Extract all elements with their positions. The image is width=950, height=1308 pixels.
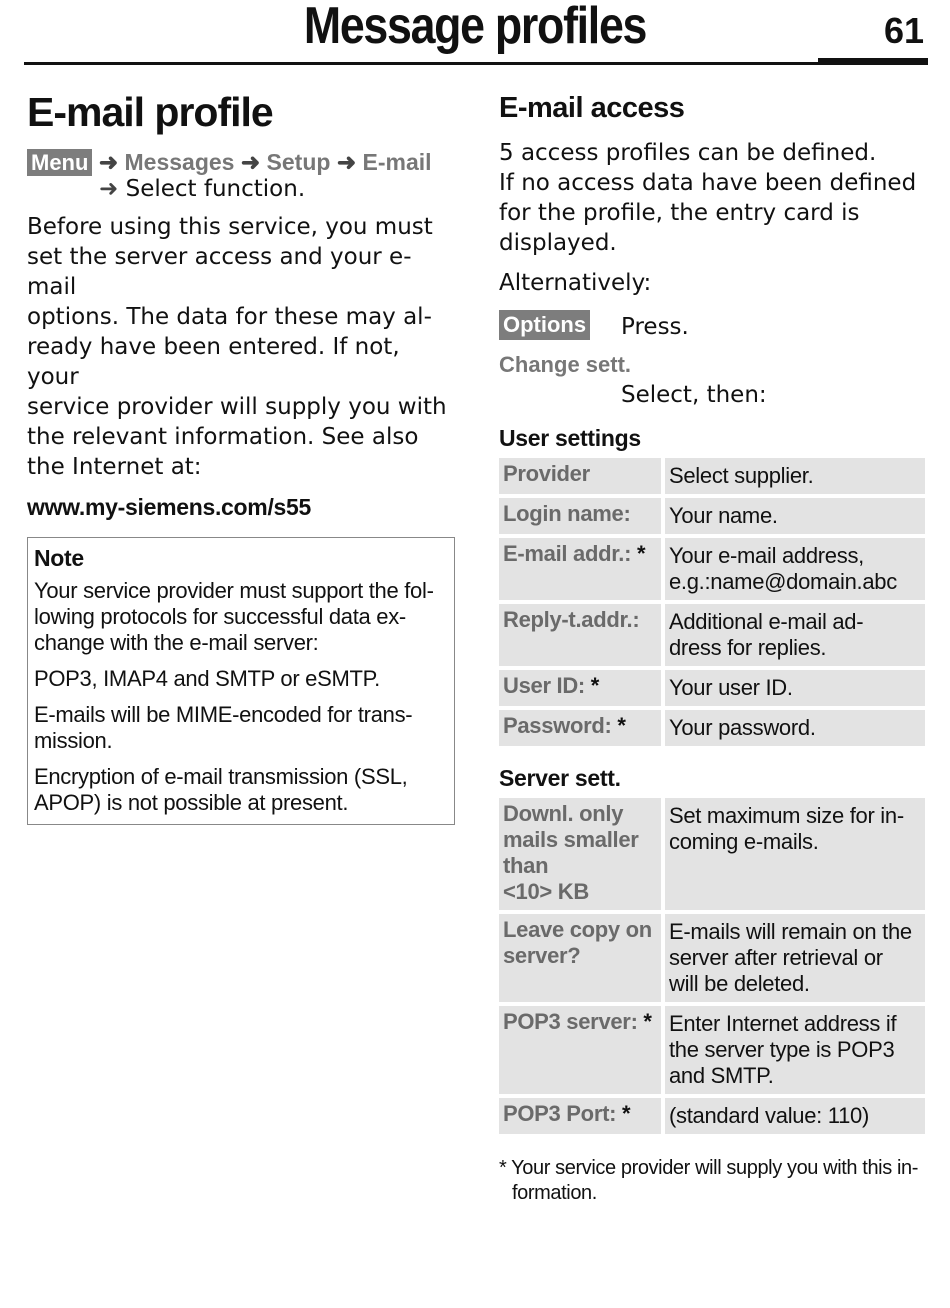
footnote: [499, 1156, 925, 1206]
menu-step-messages: Messages: [124, 149, 235, 175]
menu-step-email: E-mail: [362, 149, 432, 175]
setting-value: Additional e-mail ad- dress for replies.: [665, 604, 925, 666]
select-function-line: [27, 176, 455, 202]
menu-softkey: Menu: [27, 149, 92, 176]
arrow-right-icon: ➜: [240, 149, 261, 175]
page-title: Message profiles: [303, 0, 647, 55]
intro-paragraph: [27, 212, 455, 482]
note-paragraph: [34, 666, 448, 692]
intro-line: displayed.: [499, 230, 617, 256]
note-paragraph: [34, 578, 448, 656]
select-function-text: Select function.: [125, 176, 306, 202]
setting-key: POP3 server: *: [499, 1006, 661, 1094]
setting-key: E-mail addr.: *: [499, 538, 661, 600]
setting-value: Enter Internet address if the server type is POP3 and SMTP.: [665, 1006, 925, 1094]
footnote-line: * Your service provider will supply you with this in-: [499, 1157, 918, 1179]
table-row: [499, 710, 925, 746]
setting-value: E-mails will remain on the server after retrieval or will be deleted.: [665, 914, 925, 1002]
select-then-text: Select, then:: [621, 382, 767, 408]
note-line: Encryption of e-mail transmission (SSL,: [34, 764, 408, 789]
setting-key: Login name:: [499, 498, 661, 534]
options-row: [499, 308, 925, 340]
setting-key: Leave copy on server?: [499, 914, 661, 1002]
intro-line: options. The data for these may al-: [27, 304, 432, 330]
arrow-right-icon: ➜: [336, 149, 357, 175]
arrow-right-icon: ➜: [99, 176, 119, 202]
required-star: *: [590, 673, 600, 698]
options-description: Press.: [621, 314, 689, 340]
intro-line: 5 access profiles can be defined.: [499, 140, 877, 166]
table-row: [499, 914, 925, 1002]
server-settings-heading: Server sett.: [499, 765, 621, 791]
table-row: [499, 458, 925, 494]
table-row: [499, 1098, 925, 1134]
required-star: *: [621, 1101, 631, 1126]
section-heading-email-access: E-mail access: [499, 92, 685, 124]
intro-line: service provider will supply you with: [27, 394, 447, 420]
intro-line: If no access data have been defined: [499, 170, 917, 196]
setting-key: Provider: [499, 458, 661, 494]
user-settings-table: [499, 454, 925, 750]
setting-key: POP3 Port: *: [499, 1098, 661, 1134]
note-line: APOP) is not possible at present.: [34, 790, 349, 815]
header-rule: [24, 62, 928, 65]
table-row: [499, 604, 925, 666]
setting-key: Password: *: [499, 710, 661, 746]
note-line: lowing protocols for successful data ex-: [34, 604, 406, 629]
menu-step-setup: Setup: [266, 149, 331, 175]
left-column: [27, 88, 455, 825]
setting-key: Reply-t.addr.:: [499, 604, 661, 666]
note-title: Note: [34, 545, 84, 571]
table-row: [499, 798, 925, 910]
intro-line: for the profile, the entry card is: [499, 200, 860, 226]
page-number: 61: [883, 10, 924, 51]
setting-value: Your name.: [665, 498, 925, 534]
required-star: *: [617, 713, 626, 738]
required-star: *: [643, 1009, 652, 1034]
arrow-right-icon: ➜: [98, 149, 119, 175]
setting-value: Set maximum size for in- coming e-mails.: [665, 798, 925, 910]
table-row: [499, 538, 925, 600]
setting-key: User ID: *: [499, 670, 661, 706]
setting-value: Your user ID.: [665, 670, 925, 706]
intro-line: the relevant information. See also: [27, 424, 419, 450]
footnote-line: formation.: [512, 1182, 597, 1204]
alternatively-text: Alternatively:: [499, 270, 652, 296]
user-settings-heading: User settings: [499, 425, 641, 451]
setting-key: Downl. only mails smaller than <10> KB: [499, 798, 661, 910]
note-paragraph: [34, 764, 448, 816]
header-rule-accent: [818, 58, 928, 65]
table-row: [499, 670, 925, 706]
change-sett-label: Change sett.: [499, 352, 632, 377]
note-box: [27, 537, 455, 825]
right-column: [499, 88, 925, 1206]
intro-line: ready have been entered. If not, your: [27, 334, 400, 390]
setting-value: (standard value: 110): [665, 1098, 925, 1134]
table-row: [499, 1006, 925, 1094]
menu-path: [27, 148, 455, 202]
note-line: E-mails will be MIME-encoded for trans-: [34, 702, 413, 727]
note-line: Your service provider must support the fol-: [34, 578, 434, 603]
options-softkey: Options: [499, 310, 590, 340]
intro-line: Before using this service, you must: [27, 214, 433, 240]
note-line: change with the e-mail server:: [34, 630, 319, 655]
required-star: *: [636, 541, 646, 566]
note-line: mission.: [34, 728, 113, 753]
intro-line: the Internet at:: [27, 454, 202, 480]
setting-value: Your e-mail address, e.g.:name@domain.abc: [665, 538, 925, 600]
intro-line: set the server access and your e-mail: [27, 244, 412, 300]
setting-value: Your password.: [665, 710, 925, 746]
server-settings-table: [499, 794, 925, 1138]
table-row: [499, 498, 925, 534]
note-line: POP3, IMAP4 and SMTP or eSMTP.: [34, 666, 380, 691]
section-heading-email-profile: E-mail profile: [27, 89, 273, 135]
siemens-url: www.my-siemens.com/s55: [27, 494, 312, 520]
access-intro: [499, 138, 925, 258]
setting-value: Select supplier.: [665, 458, 925, 494]
note-paragraph: [34, 702, 448, 754]
